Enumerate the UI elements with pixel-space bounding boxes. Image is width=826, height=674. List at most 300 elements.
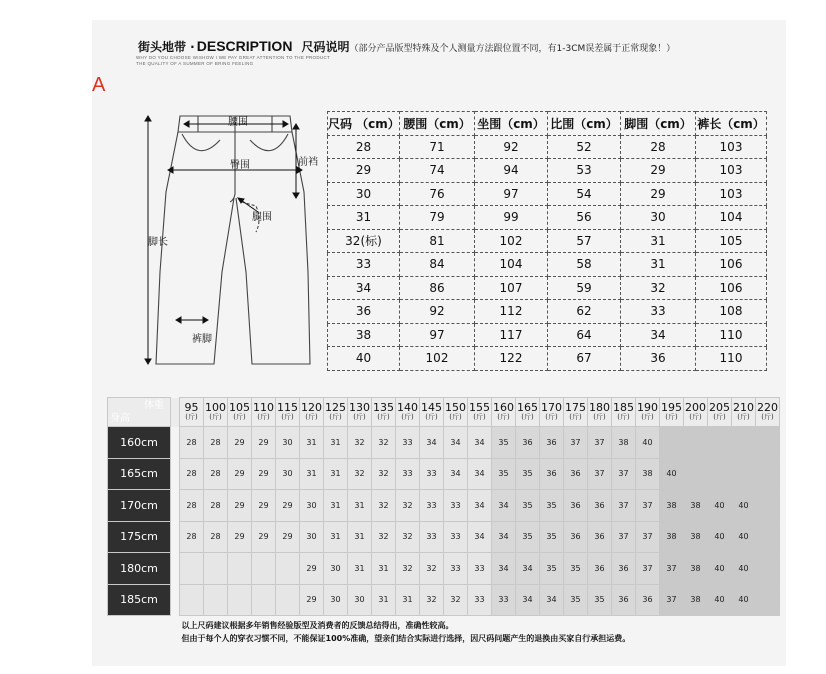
size-recommendation-cell <box>684 458 708 490</box>
size-recommendation-cell: 35 <box>492 458 516 490</box>
gutter <box>171 490 180 522</box>
weight-header-cell <box>204 398 228 427</box>
size-recommendation-cell: 31 <box>324 458 348 490</box>
size-recommendation-cell: 35 <box>516 490 540 522</box>
size-recommendation-cell: 30 <box>276 427 300 459</box>
size-row <box>328 135 767 159</box>
size-recommendation-cell: 34 <box>492 521 516 553</box>
size-cell: 107 <box>475 276 548 300</box>
size-recommendation-cell: 34 <box>516 553 540 585</box>
weight-header-cell <box>756 398 780 427</box>
size-cell: 53 <box>548 159 621 183</box>
size-recommendation-cell: 36 <box>564 490 588 522</box>
weight-header-cell <box>564 398 588 427</box>
size-recommendation-cell: 31 <box>396 584 420 616</box>
description-title: DESCRIPTION <box>196 38 293 54</box>
size-cell: 71 <box>400 135 475 159</box>
size-recommendation-cell: 40 <box>636 427 660 459</box>
size-row <box>328 159 767 183</box>
weight-unit: (斤) <box>569 413 582 421</box>
gutter <box>171 584 180 616</box>
weight-unit: (斤) <box>521 413 534 421</box>
size-recommendation-cell: 40 <box>708 490 732 522</box>
size-recommendation-cell: 32 <box>372 521 396 553</box>
size-cell: 56 <box>548 206 621 230</box>
weight-unit: (斤) <box>617 413 630 421</box>
weight-value: 165 <box>517 401 538 414</box>
weight-row <box>108 553 780 585</box>
size-cell: 74 <box>400 159 475 183</box>
weight-value: 110 <box>253 401 274 414</box>
size-cell: 67 <box>548 347 621 371</box>
size-recommendation-cell: 37 <box>588 458 612 490</box>
size-cell: 36 <box>621 347 696 371</box>
size-cell: 52 <box>548 135 621 159</box>
size-recommendation-cell: 33 <box>468 553 492 585</box>
size-cell: 94 <box>475 159 548 183</box>
size-cell: 33 <box>621 300 696 324</box>
weight-header-cell <box>444 398 468 427</box>
header <box>138 36 675 55</box>
size-cell: 97 <box>475 182 548 206</box>
weight-value: 220 <box>757 401 778 414</box>
size-cell: 97 <box>400 323 475 347</box>
size-header-cell: 坐围（cm） <box>475 112 548 136</box>
size-recommendation-cell: 29 <box>252 490 276 522</box>
height-cell: 165cm <box>108 458 171 490</box>
size-recommendation-cell: 32 <box>420 553 444 585</box>
size-recommendation-cell: 29 <box>228 490 252 522</box>
weight-value: 210 <box>733 401 754 414</box>
size-cell: 54 <box>548 182 621 206</box>
size-recommendation-cell: 30 <box>300 521 324 553</box>
size-cell: 103 <box>696 135 767 159</box>
size-recommendation-cell: 36 <box>612 584 636 616</box>
size-recommendation-cell: 40 <box>708 521 732 553</box>
size-recommendation-cell <box>732 427 756 459</box>
weight-value: 185 <box>613 401 634 414</box>
size-recommendation-cell: 32 <box>396 553 420 585</box>
weight-header-cell <box>300 398 324 427</box>
length-label: 脚长 <box>148 237 168 248</box>
weight-unit: (斤) <box>209 413 222 421</box>
size-table <box>327 111 767 371</box>
size-cell: 28 <box>328 135 400 159</box>
size-cell: 102 <box>475 229 548 253</box>
size-recommendation-cell <box>252 584 276 616</box>
height-cell: 170cm <box>108 490 171 522</box>
height-cell: 180cm <box>108 553 171 585</box>
size-recommendation-cell: 36 <box>588 553 612 585</box>
weight-unit: (斤) <box>497 413 510 421</box>
size-recommendation-cell: 29 <box>276 521 300 553</box>
weight-value: 170 <box>541 401 562 414</box>
tagline-line-1: WHY DO YOU CHOOSE WISHOW I WE PAY GREAT ATTENTION TO THE PRODUCT <box>136 55 331 60</box>
size-recommendation-cell: 34 <box>468 521 492 553</box>
header-note: （部分产品版型特殊及个人测量方法跟位置不同，有1-3CM误差属于正常现象！） <box>349 44 676 54</box>
gutter <box>171 427 180 459</box>
size-recommendation-cell: 35 <box>540 490 564 522</box>
size-recommendation-cell: 38 <box>684 490 708 522</box>
size-recommendation-cell: 29 <box>300 584 324 616</box>
size-cell: 99 <box>475 206 548 230</box>
size-recommendation-cell: 38 <box>660 521 684 553</box>
size-cell: 33 <box>328 253 400 277</box>
size-recommendation-cell: 29 <box>228 521 252 553</box>
weight-header-cell <box>492 398 516 427</box>
size-recommendation-cell: 36 <box>564 521 588 553</box>
weight-value: 155 <box>469 401 490 414</box>
weight-value: 95 <box>184 401 199 414</box>
size-recommendation-cell: 34 <box>468 490 492 522</box>
size-recommendation-cell: 36 <box>564 458 588 490</box>
height-cell: 175cm <box>108 521 171 553</box>
size-recommendation-cell: 30 <box>300 490 324 522</box>
weight-unit: (斤) <box>473 413 486 421</box>
weight-header-cell <box>516 398 540 427</box>
size-recommendation-cell: 36 <box>516 427 540 459</box>
size-recommendation-cell: 40 <box>732 490 756 522</box>
weight-value: 145 <box>421 401 442 414</box>
size-cell: 40 <box>328 347 400 371</box>
size-recommendation-cell: 38 <box>684 584 708 616</box>
weight-header-cell <box>180 398 204 427</box>
size-recommendation-cell: 38 <box>684 553 708 585</box>
size-header-cell: 脚围（cm） <box>621 112 696 136</box>
section-letter: A <box>92 74 106 96</box>
size-recommendation-cell <box>756 584 780 616</box>
size-cell: 79 <box>400 206 475 230</box>
size-recommendation-cell: 31 <box>372 584 396 616</box>
size-recommendation-cell: 29 <box>300 553 324 585</box>
size-cell: 102 <box>400 347 475 371</box>
size-recommendation-cell: 34 <box>468 458 492 490</box>
size-cell: 29 <box>621 159 696 183</box>
size-recommendation-cell: 33 <box>396 427 420 459</box>
size-recommendation-cell <box>252 553 276 585</box>
size-recommendation-cell: 40 <box>660 458 684 490</box>
weight-header-cell <box>276 398 300 427</box>
size-recommendation-cell: 35 <box>516 521 540 553</box>
weight-value: 130 <box>349 401 370 414</box>
size-recommendation-cell: 28 <box>180 521 204 553</box>
size-recommendation-cell: 28 <box>204 458 228 490</box>
hip-label: 臀围 <box>230 160 250 171</box>
size-recommendation-cell <box>180 584 204 616</box>
size-recommendation-cell: 32 <box>348 427 372 459</box>
size-recommendation-cell: 34 <box>420 427 444 459</box>
weight-unit: (斤) <box>305 413 318 421</box>
weight-unit: (斤) <box>713 413 726 421</box>
size-cell: 36 <box>328 300 400 324</box>
tagline <box>136 55 330 67</box>
weight-value: 190 <box>637 401 658 414</box>
size-row <box>328 182 767 206</box>
size-cell: 30 <box>328 182 400 206</box>
size-recommendation-cell: 33 <box>420 490 444 522</box>
size-recommendation-cell <box>756 458 780 490</box>
size-cell: 64 <box>548 323 621 347</box>
size-cell: 112 <box>475 300 548 324</box>
size-cell: 110 <box>696 347 767 371</box>
size-recommendation-cell: 29 <box>228 427 252 459</box>
weight-header-cell <box>708 398 732 427</box>
size-recommendation-cell: 29 <box>252 521 276 553</box>
weight-value: 140 <box>397 401 418 414</box>
size-recommendation-cell: 32 <box>372 427 396 459</box>
height-cell: 160cm <box>108 427 171 459</box>
size-recommendation-cell: 29 <box>252 427 276 459</box>
size-cell: 84 <box>400 253 475 277</box>
size-row <box>328 253 767 277</box>
weight-value: 205 <box>709 401 730 414</box>
weight-value: 200 <box>685 401 706 414</box>
size-recommendation-cell: 31 <box>324 521 348 553</box>
size-recommendation-cell: 37 <box>660 553 684 585</box>
weight-header-cell <box>372 398 396 427</box>
weight-value: 160 <box>493 401 514 414</box>
weight-header-cell <box>684 398 708 427</box>
size-cell: 122 <box>475 347 548 371</box>
size-cell: 106 <box>696 253 767 277</box>
size-cell: 103 <box>696 182 767 206</box>
size-cell: 106 <box>696 276 767 300</box>
size-recommendation-cell: 36 <box>612 553 636 585</box>
size-recommendation-cell: 36 <box>636 584 660 616</box>
size-recommendation-cell: 28 <box>204 490 228 522</box>
gutter <box>171 458 180 490</box>
size-recommendation-cell: 33 <box>444 553 468 585</box>
waist-label: 腰围 <box>228 117 248 128</box>
size-recommendation-cell: 36 <box>588 490 612 522</box>
size-recommendation-cell: 33 <box>420 521 444 553</box>
size-recommendation-cell: 33 <box>420 458 444 490</box>
size-recommendation-cell: 31 <box>324 427 348 459</box>
corner-cell <box>108 398 171 427</box>
size-header-cell: 尺码 （cm） <box>328 112 400 136</box>
size-recommendation-cell: 37 <box>636 490 660 522</box>
size-recommendation-cell: 29 <box>252 458 276 490</box>
size-recommendation-cell: 30 <box>348 584 372 616</box>
weight-unit: (斤) <box>281 413 294 421</box>
size-cell: 58 <box>548 253 621 277</box>
size-recommendation-cell: 32 <box>372 458 396 490</box>
weight-row <box>108 427 780 459</box>
weight-row <box>108 584 780 616</box>
weight-row <box>108 521 780 553</box>
size-cell: 105 <box>696 229 767 253</box>
gutter <box>171 398 180 427</box>
weight-value: 125 <box>325 401 346 414</box>
weight-unit: (斤) <box>377 413 390 421</box>
size-cell: 81 <box>400 229 475 253</box>
weight-unit: (斤) <box>257 413 270 421</box>
size-recommendation-cell: 40 <box>732 584 756 616</box>
weight-value: 150 <box>445 401 466 414</box>
thigh-label: 腿围 <box>252 212 272 223</box>
weight-header-cell <box>660 398 684 427</box>
weight-header-cell <box>252 398 276 427</box>
size-row <box>328 300 767 324</box>
weight-unit: (斤) <box>545 413 558 421</box>
size-recommendation-cell: 38 <box>636 458 660 490</box>
size-recommendation-cell: 34 <box>540 584 564 616</box>
size-recommendation-cell: 34 <box>492 490 516 522</box>
weight-height-table <box>107 397 780 648</box>
front-rise-label: 前裆 <box>298 157 318 168</box>
size-guide-title: 尺码说明 <box>301 40 350 54</box>
size-recommendation-cell: 31 <box>324 490 348 522</box>
weight-header-cell <box>468 398 492 427</box>
size-cell: 31 <box>328 206 400 230</box>
weight-unit: (斤) <box>641 413 654 421</box>
size-cell: 92 <box>475 135 548 159</box>
size-recommendation-cell: 40 <box>708 584 732 616</box>
size-row <box>328 206 767 230</box>
size-header-cell: 比围（cm） <box>548 112 621 136</box>
gutter <box>171 521 180 553</box>
size-recommendation-cell: 40 <box>708 553 732 585</box>
size-row <box>328 347 767 371</box>
weight-header-cell <box>732 398 756 427</box>
size-recommendation-cell: 31 <box>300 427 324 459</box>
size-cell: 104 <box>475 253 548 277</box>
weight-header-cell <box>636 398 660 427</box>
size-recommendation-cell: 32 <box>444 584 468 616</box>
size-recommendation-cell: 28 <box>204 427 228 459</box>
size-recommendation-cell: 31 <box>300 458 324 490</box>
size-recommendation-cell: 28 <box>180 427 204 459</box>
size-recommendation-cell <box>756 490 780 522</box>
size-recommendation-cell <box>276 553 300 585</box>
weight-unit: (斤) <box>665 413 678 421</box>
size-recommendation-cell <box>756 553 780 585</box>
size-recommendation-cell: 30 <box>276 458 300 490</box>
size-cell: 30 <box>621 206 696 230</box>
size-recommendation-cell <box>756 427 780 459</box>
size-recommendation-cell: 34 <box>492 553 516 585</box>
weight-row <box>108 490 780 522</box>
size-recommendation-cell: 28 <box>180 490 204 522</box>
weight-unit: (斤) <box>329 413 342 421</box>
size-recommendation-cell: 36 <box>540 458 564 490</box>
size-cell: 29 <box>328 159 400 183</box>
size-recommendation-cell: 29 <box>228 458 252 490</box>
size-cell: 34 <box>621 323 696 347</box>
size-recommendation-cell: 28 <box>180 458 204 490</box>
table-notes <box>180 616 780 649</box>
weight-value: 105 <box>229 401 250 414</box>
size-recommendation-cell: 40 <box>732 521 756 553</box>
size-recommendation-cell <box>660 427 684 459</box>
size-recommendation-cell: 33 <box>444 521 468 553</box>
size-cell: 57 <box>548 229 621 253</box>
size-recommendation-cell <box>732 458 756 490</box>
size-recommendation-cell: 33 <box>468 584 492 616</box>
weight-header-cell <box>396 398 420 427</box>
weight-unit: (斤) <box>593 413 606 421</box>
size-recommendation-cell: 36 <box>540 427 564 459</box>
size-recommendation-cell: 30 <box>324 553 348 585</box>
size-recommendation-cell: 38 <box>684 521 708 553</box>
size-recommendation-cell: 32 <box>372 490 396 522</box>
size-cell: 29 <box>621 182 696 206</box>
weight-value: 180 <box>589 401 610 414</box>
hem-label: 裤脚 <box>192 334 212 345</box>
size-recommendation-cell <box>180 553 204 585</box>
size-recommendation-cell: 31 <box>348 553 372 585</box>
size-cell: 59 <box>548 276 621 300</box>
size-cell: 86 <box>400 276 475 300</box>
tagline-line-2: THE QUALITY OF A SUMMER OF BRING FEELING <box>136 61 254 66</box>
size-cell: 117 <box>475 323 548 347</box>
height-cell: 185cm <box>108 584 171 616</box>
size-cell: 108 <box>696 300 767 324</box>
note-line-1: 以上尺码建议根据多年销售经验版型及消费者的反馈总结得出，准确性较高。 <box>181 621 454 630</box>
weight-unit: (斤) <box>185 413 198 421</box>
weight-unit: (斤) <box>401 413 414 421</box>
size-cell: 92 <box>400 300 475 324</box>
weight-unit: (斤) <box>761 413 774 421</box>
weight-value: 195 <box>661 401 682 414</box>
size-cell: 103 <box>696 159 767 183</box>
size-cell: 32 <box>621 276 696 300</box>
weight-value: 135 <box>373 401 394 414</box>
note-line-2: 但由于每个人的穿衣习惯不同，不能保证100%准确，望亲们结合实际进行选择，因尺码问题产生的退换由买家自行承担运费。 <box>181 634 631 643</box>
size-recommendation-cell: 32 <box>420 584 444 616</box>
size-recommendation-cell: 37 <box>612 458 636 490</box>
note-spacer <box>108 616 171 649</box>
size-recommendation-cell: 35 <box>564 553 588 585</box>
weight-value: 100 <box>205 401 226 414</box>
size-recommendation-cell <box>708 427 732 459</box>
size-cell: 62 <box>548 300 621 324</box>
size-recommendation-cell: 32 <box>396 490 420 522</box>
weight-value: 175 <box>565 401 586 414</box>
size-cell: 110 <box>696 323 767 347</box>
size-cell: 31 <box>621 229 696 253</box>
size-recommendation-cell <box>708 458 732 490</box>
size-recommendation-cell: 33 <box>444 490 468 522</box>
weight-unit: (斤) <box>449 413 462 421</box>
size-recommendation-cell <box>228 553 252 585</box>
size-header-cell: 裤长（cm） <box>696 112 767 136</box>
size-recommendation-cell: 37 <box>660 584 684 616</box>
size-recommendation-cell <box>204 553 228 585</box>
size-recommendation-cell: 35 <box>492 427 516 459</box>
size-recommendation-cell: 34 <box>468 427 492 459</box>
weight-header-cell <box>348 398 372 427</box>
size-recommendation-cell: 38 <box>612 427 636 459</box>
size-recommendation-cell: 35 <box>540 521 564 553</box>
weight-header-cell <box>612 398 636 427</box>
height-axis-label: 身高 <box>110 413 130 424</box>
weight-header-cell <box>420 398 444 427</box>
size-recommendation-cell: 31 <box>372 553 396 585</box>
brand-title: 街头地带 · <box>138 40 195 54</box>
weight-unit: (斤) <box>737 413 750 421</box>
weight-unit: (斤) <box>425 413 438 421</box>
size-recommendation-cell: 30 <box>324 584 348 616</box>
size-recommendation-cell: 34 <box>444 458 468 490</box>
weight-unit: (斤) <box>233 413 246 421</box>
size-recommendation-cell: 35 <box>516 458 540 490</box>
size-recommendation-cell: 35 <box>588 584 612 616</box>
weight-unit: (斤) <box>353 413 366 421</box>
size-recommendation-cell: 34 <box>516 584 540 616</box>
size-cell: 76 <box>400 182 475 206</box>
size-recommendation-cell: 33 <box>396 458 420 490</box>
